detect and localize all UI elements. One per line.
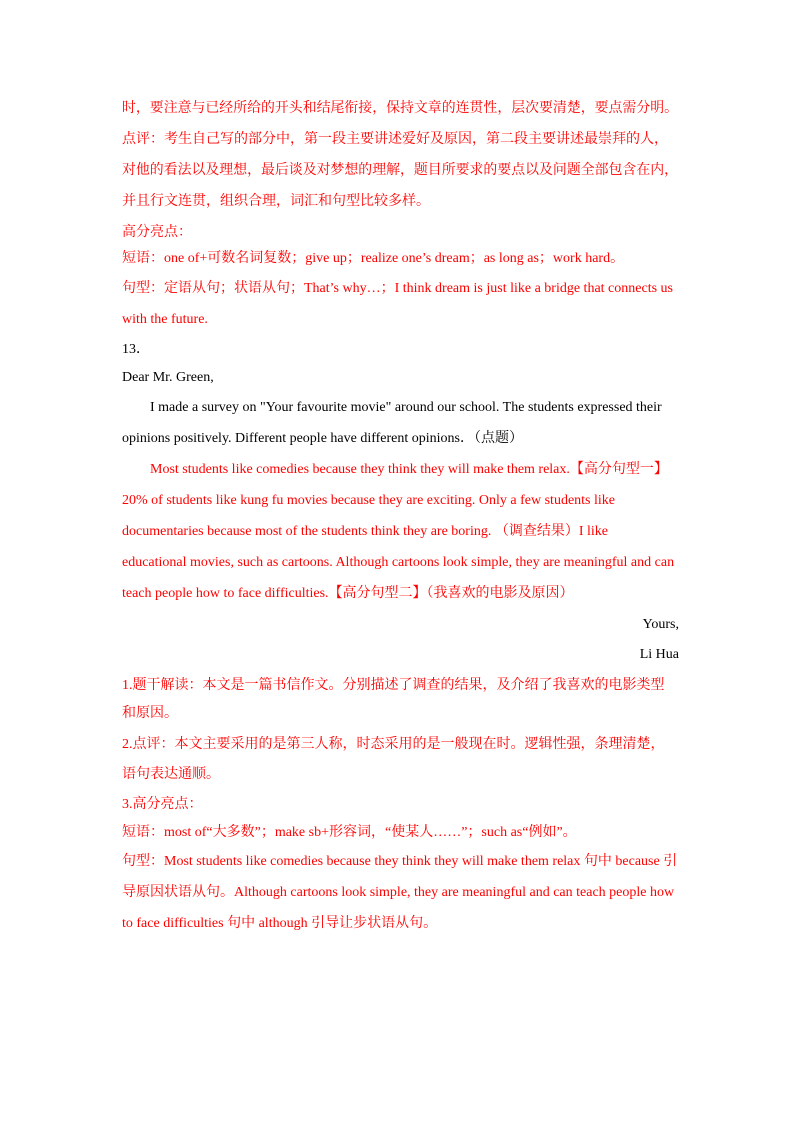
letter-paragraph: documentaries because most of the students think they are boring. （调查结果）I like — [122, 524, 609, 539]
letter-paragraph: educational movies, such as cartoons. Although cartoons look simple, they are meaningful and can — [122, 555, 675, 570]
question-number: 13． — [122, 342, 150, 357]
text-line: 导原因状语从句。Although cartoons look simple, they are meaningful and can teach people how — [122, 885, 675, 900]
text-line: 并且行文连贯，组织合理，词汇和句型比较多样。 — [122, 194, 430, 209]
text-line: 1.题干解读：本文是一篇书信作文。分别描述了调查的结果，及介绍了我喜欢的电影类型 — [122, 678, 665, 693]
letter-salutation: Dear Mr. Green, — [122, 370, 214, 385]
letter-paragraph: I made a survey on "Your favourite movie" around our school. The students expressed their — [150, 400, 662, 415]
letter-closing: Yours, — [642, 617, 679, 632]
text-line: 短语：most of“大多数”；make sb+形容词，“使某人……”；such as“例如”。 — [122, 825, 577, 840]
letter-paragraph: opinions positively. Different people have different opinions．（点题） — [122, 431, 524, 446]
text-line: 语句表达通顺。 — [122, 767, 220, 782]
text-line: 短语：one of+可数名词复数；give up；realize one’s dream；as long as；work hard。 — [122, 251, 625, 266]
text-line: 和原因。 — [122, 706, 178, 721]
text-line: 句型：定语从句；状语从句；That’s why…；I think dream is just like a bridge that connects us — [122, 281, 673, 296]
letter-signature: Li Hua — [639, 647, 679, 662]
text-line: 3.高分亮点： — [122, 797, 203, 812]
text-line: 对他的看法以及理想，最后谈及对梦想的理解，题目所要求的要点以及问题全部包含在内， — [122, 163, 679, 178]
text-line: 时，要注意与已经所给的开头和结尾衔接，保持文章的连贯性，层次要清楚，要点需分明。 — [122, 101, 679, 116]
text-line: 点评：考生自己写的部分中，第一段主要讲述爱好及原因，第二段主要讲述最崇拜的人， — [122, 132, 668, 147]
letter-paragraph: teach people how to face difficulties.【高分句型二】（我喜欢的电影及原因） — [122, 586, 574, 601]
text-line: 2.点评：本文主要采用的是第三人称，时态采用的是一般现在时。逻辑性强，条理清楚， — [122, 737, 665, 752]
text-line: 高分亮点： — [122, 225, 192, 240]
text-line: to face difficulties 句中 although 引导让步状语从句。 — [122, 916, 438, 931]
text-line: with the future. — [122, 312, 208, 327]
text-line: 句型：Most students like comedies because they think they will make them relax 句中 because 引 — [122, 854, 678, 869]
letter-paragraph: 20% of students like kung fu movies because they are exciting. Only a few students like — [122, 493, 615, 508]
letter-paragraph: Most students like comedies because they think they will make them relax.【高分句型一】 — [150, 462, 668, 477]
